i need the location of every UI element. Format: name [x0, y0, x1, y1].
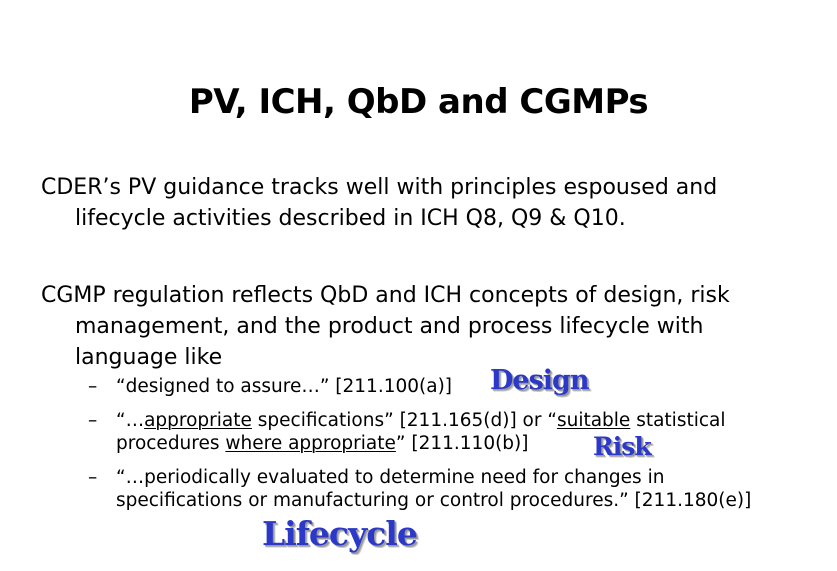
- underlined-text: where appropriate: [225, 433, 396, 454]
- wordart-design: Design: [490, 365, 589, 396]
- text-run: “…: [116, 410, 145, 431]
- paragraph-cgmp-regulation: [41, 280, 801, 373]
- paragraph-line: CGMP regulation reflects QbD and ICH concepts of design, risk: [41, 283, 730, 308]
- bullet-text: [116, 466, 751, 512]
- wordart-lifecycle: Lifecycle: [262, 514, 417, 553]
- bullet-dash: –: [88, 376, 98, 397]
- paragraph-line: lifecycle activities described in ICH Q8, Q9 & Q10.: [75, 206, 626, 231]
- bullet-line: specifications or manufacturing or control procedures.” [211.180(e)]: [116, 490, 752, 511]
- bullet-line: “…periodically evaluated to determine need for changes in: [116, 467, 665, 488]
- paragraph-pv-guidance: [41, 172, 801, 234]
- wordart-risk: Risk: [593, 432, 651, 461]
- paragraph-line: CDER’s PV guidance tracks well with principles espoused and: [41, 175, 718, 200]
- paragraph-line: language like: [75, 345, 223, 370]
- text-run: procedures: [116, 433, 226, 454]
- underlined-text: appropriate: [144, 410, 252, 431]
- bullet-line: [116, 409, 726, 432]
- slide-title: PV, ICH, QbD and CGMPs: [188, 82, 649, 122]
- paragraph-line: management, and the product and process lifecycle with: [75, 314, 704, 339]
- bullet-dash: –: [88, 410, 98, 431]
- text-run: specifications” [211.165(d)] or “: [251, 410, 557, 431]
- underlined-text: suitable: [556, 410, 631, 431]
- bullet-dash: –: [88, 467, 98, 488]
- text-run: statistical: [630, 410, 726, 431]
- bullet-text: “designed to assure…” [211.100(a)]: [116, 376, 453, 397]
- text-run: ” [211.110(b)]: [395, 433, 529, 454]
